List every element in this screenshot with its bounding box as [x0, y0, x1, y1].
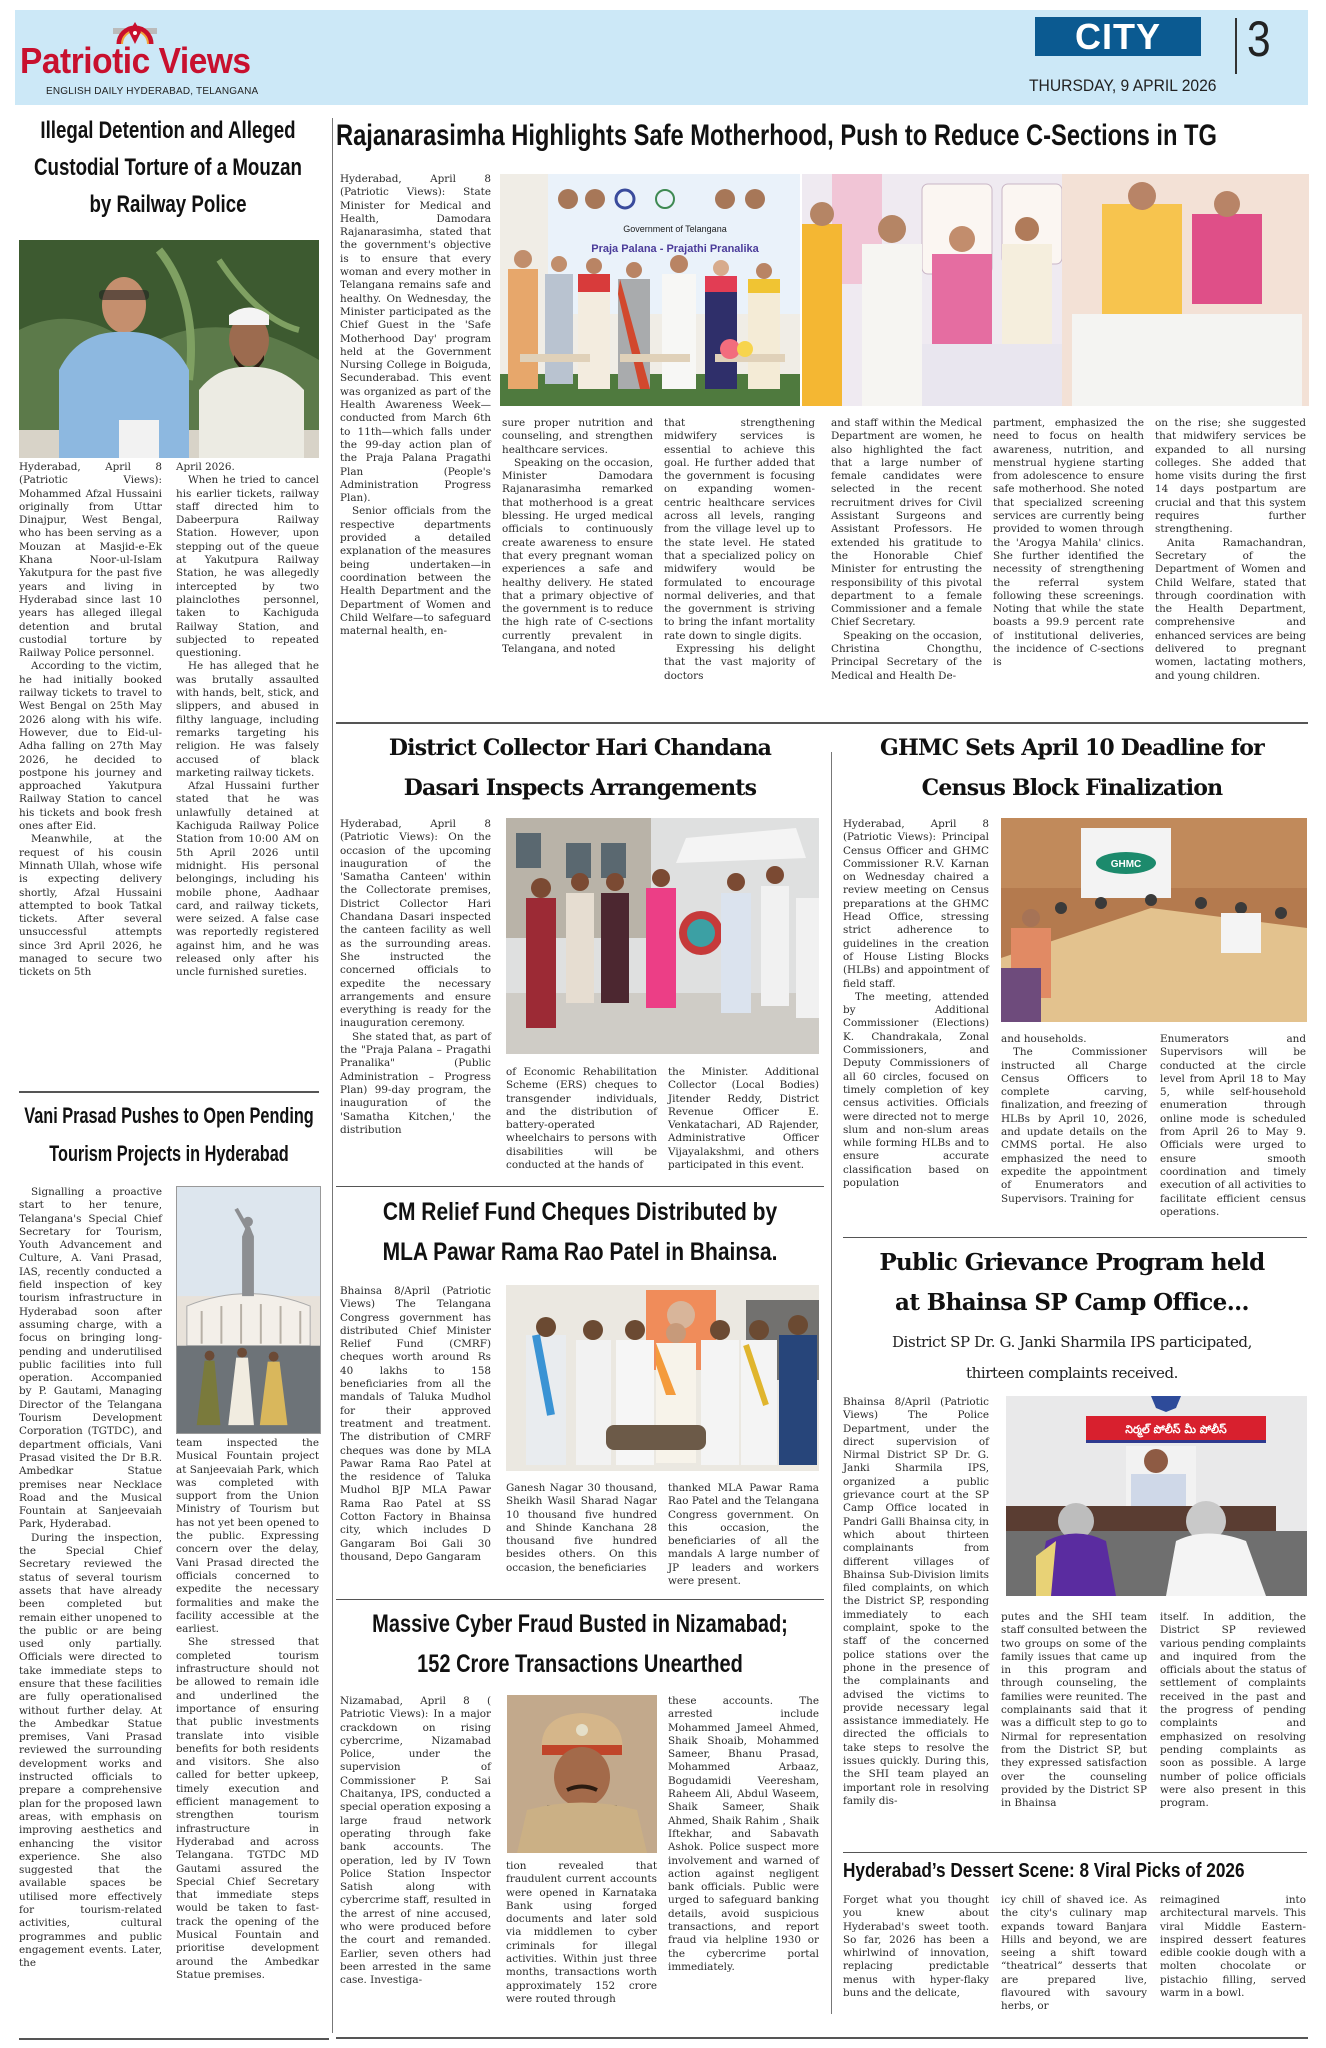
paragraph: She stated that, as part of the "Praja Palana – Pragathi Pranalika" (Public Administration – Progress Plan) 99-day program, the inauguration of the 'Samatha Kitchen,' the distribution	[340, 1030, 491, 1136]
paragraph: of Economic Rehabilitation Scheme (ERS) cheques to transgender individuals, and the distribution of battery-operated wheelchairs to persons with disabilities will be conducted at the hands of	[506, 1066, 657, 1172]
paragraph: Signalling a proactive start to her tenure, Telangana's Special Chief Secretary for Tourism, Youth Advancement and Culture, A. Vani Prasad, IAS, recently conducted a field inspection of key tourism infrastructure in Hyderabad soon after assuming charge, with a focus on bringing long-pending and underutilised public facilities into full operation. Accompanied by P. Gautami, Managing Director of the Telangana Tourism Development Corporation (TGTDC), and department officials, Vani Prasad visited the Dr B.R. Ambedkar Statue premises near Necklace Road and the Musical Fountain at Sanjeevaiah Park, Hyderabad.	[19, 1186, 162, 1531]
paragraph: Hyderabad, April 8 (Patriotic Views): Principal Census Officer and GHMC Commissioner R.V. Karnan on Wednesday chaired a review meeting on Census preparations at the GHMC Head Office, stressing strict adherence to guidelines in the creation of House Listing Blocks (HLBs) and appointment of field staff.	[843, 818, 989, 990]
dessert-body-col2	[1001, 1894, 1147, 2014]
cmrf-body-col3	[668, 1482, 819, 1588]
ghmc-headline	[836, 728, 1308, 808]
paragraph: and households.	[1001, 1033, 1087, 1045]
cyber-body-col1	[340, 1695, 491, 1988]
motherhood-body-col3	[664, 417, 815, 683]
cmrf-headline	[336, 1192, 824, 1274]
photo-banner-text: Government of Telangana	[623, 224, 727, 234]
logo-tagline: ENGLISH DAILY HYDERABAD, TELANGANA	[46, 86, 259, 97]
motherhood-body-col5	[993, 417, 1144, 670]
paragraph: that strengthening midwifery services is essential to achieve this goal. He further added that the government is focusing on expanding women-centric healthcare services across all levels, ranging from the village level up to the state level. He stated that a specialized policy on midwifery would be formulated to encourage normal deliveries, and that the government is striving to bring the infant mortality rate down to single digits.	[664, 417, 815, 642]
motherhood-headline-wrap	[336, 116, 1311, 158]
section-divider	[19, 1091, 319, 1093]
vani-body-col2	[176, 1437, 319, 1982]
paragraph: tion revealed that fraudulent current accounts were opened in Karnataka Bank using forged documents and later sold via middlemen to cyber criminals for illegal activities. Within just three months, transactions worth approximately 152 crore were routed through	[506, 1860, 657, 2005]
motherhood-body-col4	[831, 417, 982, 683]
column-rule	[831, 752, 832, 2014]
headline-line: Custodial Torture of a Mouzan	[34, 154, 302, 181]
paragraph: Anita Ramachandran, Secretary of the Department of Women and Child Welfare, stated that through coordination with the Health Department, comprehensive and enhanced services are being delivered to pregnant women, lactating mothers, and young children.	[1155, 536, 1306, 682]
paragraph: The meeting, attended by Additional Commissioner (Elections) K. Chandrakala, Zonal Commissioners, and Deputy Commissioners of all 60 circles, focused on timely completion of key census activities. Officials were directed not to merge slum and non-slum areas while forming HLBs and to ensure accurate classification based on population	[843, 990, 989, 1190]
paragraph: these accounts. The arrested include Mohammed Jameel Ahmed, Shaik Shoaib, Mohammed Sameer, Bhanu Prasad, Mohammed Arbaaz, Bogudamidi Veeresham, Raheem Ali, Abdul Waseem, Shaik Sameer, Shaik Ahmed, Shaik Rahim , Shaik Iftekhar, and Sabavath Ashok. Police suspect more involvement and warned of action against negligent bank officials. Public were urged to safeguard banking details, avoid suspicious transactions, and report fraud via helpline 1930 or the cybercrime portal immediately.	[668, 1695, 819, 1973]
paragraph: When he tried to cancel his earlier tickets, railway staff directed him to Dabeerpura Railway Station. However, upon stepping out of the queue at Yakutpura Railway Station, he was allegedly intercepted by two plainclothes personnel, taken to Kachiguda Railway Station, and subjected to repeated questioning.	[176, 474, 319, 660]
paragraph: She stressed that completed tourism infrastructure should not be allowed to remain idle and underlined the importance of ensuring that public investments translate into visible benefits for both residents and visitors. She also called for better upkeep, timely execution and efficient management to strengthen tourism infrastructure in Hyderabad and across Telangana. TGTDC MD Gautami assured the Special Chief Secretary that immediate steps would be taken to fast-track the opening of the Musical Fountain and prioritise development around the Ambedkar Statue premises.	[176, 1636, 319, 1981]
column-rule	[332, 118, 333, 2033]
paragraph: partment, emphasized the need to focus on health awareness, nutrition, and menstrual hygiene starting from adolescence to ensure safe motherhood. She noted that specialized screening services are currently being provided to women through the 'Arogya Mahila' clinics. She further identified the necessity of strengthening the referral system following these screenings. Noting that while the state boasts a 99.9 percent rate of institutional deliveries, the incidence of C-sections is	[993, 417, 1144, 669]
paragraph: putes and the SHI team staff consulted between the two groups on some of the family issues that came up in this program and through counseling, the families were reunited. The complainants said that it was a difficult step to go to Nirmal for representation from the District SP, but they expressed satisfaction over the counseling provided by the District SP in Bhainsa	[1001, 1611, 1147, 1810]
paragraph: the Minister. Additional Collector (Local Bodies) Jitender Reddy, District Revenue Officer E. Venkatachari, AD Rajender, Administrative Officer Vijayalakshmi, and others participated in this event.	[668, 1066, 819, 1172]
paragraph: The Commissioner instructed all Charge Census Officers to complete carving, finalization, and freezing of HLBs by April 10, 2026, and update details on the CMMS portal. He also emphasized the need to expedite the appointment of Enumerators and Supervisors. Training for	[1001, 1046, 1147, 1205]
headline-line: Census Block Finalization	[921, 775, 1223, 801]
subhead-line: District SP Dr. G. Janki Sharmila IPS participated,	[892, 1333, 1252, 1351]
paragraph: Enumerators and Supervisors will be conducted at the circle level from April 18 to May 5, while self-household enumeration through online mode is scheduled from April 26 to May 9. Officials were urged to ensure smooth coordination and timely execution of all activities to facilitate efficient census operations.	[1160, 1033, 1306, 1218]
headline-line: Vani Prasad Pushes to Open Pending	[24, 1103, 314, 1128]
collector-headline	[336, 728, 824, 808]
safe-motherhood-event-photo	[500, 174, 800, 406]
grievance-headline	[836, 1243, 1308, 1323]
paragraph: Speaking on the occasion, Minister Damodara Rajanarasimha remarked that motherhood is a great blessing. He urged medical officials to continuously create awareness to ensure that every pregnant woman experiences a safe and healthy delivery. He stated that a primary objective of the government is to reduce the high rate of C-sections currently prevalent in Telangana, and noted	[502, 456, 653, 656]
dessert-headline: Hyderabad’s Dessert Scene: 8 Viral Picks of 2026	[843, 1860, 1245, 1882]
grievance-body-col3	[1160, 1611, 1306, 1810]
headline-line: CM Relief Fund Cheques Distributed by	[382, 1198, 778, 1226]
paragraph: April 2026.	[176, 461, 235, 473]
cyber-headline	[336, 1604, 824, 1686]
ghmc-body-col3	[1160, 1033, 1306, 1219]
mouzan-headline	[18, 112, 318, 232]
vani-headline	[14, 1097, 324, 1177]
motherhood-body-col6	[1155, 417, 1306, 683]
paragraph: Hyderabad, April 8 (Patriotic Views): Mohammed Afzal Hussaini originally from Uttar Dinajpur, West Bengal, who has been serving as a Mouzan at Masjid-e-Ek Khana Noor-ul-Islam Yakutpura for the past five years and living in Hyderabad since last 10 years has alleged illegal detention and brutal custodial torture by Railway Police personnel.	[19, 461, 162, 660]
headline-line: 152 Crore Transactions Unearthed	[417, 1650, 743, 1678]
paragraph: Speaking on the occasion, Christina Chongthu, Principal Secretary of the Medical and Health De-	[831, 629, 982, 682]
motherhood-body-col2	[502, 417, 653, 656]
paragraph: Expressing his delight that the vast majority of doctors	[664, 643, 815, 682]
paragraph: icy chill of shaved ice. As the city's culinary map expands toward Banjara Hills and beyond, we are seeing a shift toward “theatrical” desserts that are prepared live, flavoured with savoury herbs, or	[1001, 1894, 1147, 2013]
paragraph: team inspected the Musical Fountain project at Sanjeevaiah Park, which was completed with support from the Union Ministry of Tourism but has not yet been opened to the public. Expressing concern over the delay, Vani Prasad directed the officials concerned to expedite the necessary formalities and make the facility accessible at the earliest.	[176, 1437, 319, 1636]
subhead-line: thirteen complaints received.	[965, 1364, 1179, 1382]
dessert-body-col1	[843, 1894, 989, 2000]
headline-line: Public Grievance Program held	[879, 1249, 1265, 1276]
collector-body-col1	[340, 818, 491, 1137]
photo-banner-text: Praja Palana - Prajathi Pranalika	[591, 243, 759, 255]
cmrf-body-col2	[506, 1482, 657, 1575]
paragraph: sure proper nutrition and counseling, and strengthen healthcare services.	[502, 417, 653, 456]
paragraph: According to the victim, he had initially booked railway tickets to travel to West Bengal on 25th May 2026 along with his wife. However, due to Eid-ul-Adha falling on 27th May 2026, he decided to postpone his journey and approached Yakutpura Railway Station to cancel his tickets and book fresh ones after Eid.	[19, 660, 162, 833]
masthead	[15, 10, 1308, 105]
ambedkar-statue-photo	[176, 1186, 321, 1434]
section-divider	[336, 1599, 824, 1600]
paragraph: He has alleged that he was brutally assaulted with hands, belt, stick, and slippers, and abused in filthy language, including remarks targeting his religion. He was falsely accused of black marketing railway tickets.	[176, 660, 319, 779]
paragraph: Afzal Hussaini further stated that he was unlawfully detained at Kachiguda Railway Police Station from 10:00 AM on 5th April 2026 until midnight. His personal belongings, including his mobile phone, Aadhaar card, and railway tickets, were seized. A false case was reportedly registered against him, and he was released only after his uncle furnished sureties.	[176, 780, 319, 979]
grievance-subhead	[836, 1327, 1308, 1389]
paragraph: Forget what you thought you knew about Hyderabad's sweet tooth. So far, 2026 has been a whirlwind of innovation, replacing predictable menus with hyper-flaky buns and the delicate,	[843, 1894, 989, 2000]
section-divider	[843, 1237, 1307, 1238]
cyber-body-col3	[668, 1695, 819, 1974]
ghmc-body-col1	[843, 818, 989, 1190]
paragraph: and staff within the Medical Department are women, he also highlighted the fact that a large number of female candidates were selected in the recent recruitment drives for Civil Assistant Surgeons and Assistant Professors. He extended his gratitude to the Honorable Chief Minister for entrusting the responsibility of this pivotal department to a female Commissioner and a female Chief Secretary.	[831, 417, 982, 629]
mouzan-body-col2	[176, 461, 319, 980]
police-commissioner-photo	[507, 1695, 657, 1853]
vani-body-col1	[19, 1186, 162, 1971]
headline-line: MLA Pawar Rama Rao Patel in Bhainsa.	[382, 1238, 778, 1266]
section-divider	[336, 1186, 824, 1187]
dessert-body-col3	[1160, 1894, 1306, 2000]
headline-line: Illegal Detention and Alleged	[40, 117, 296, 144]
page-bottom-rule	[336, 2037, 1308, 2039]
headline-line: Massive Cyber Fraud Busted in Nizamabad;	[372, 1610, 788, 1638]
sp-grievance-hearing-photo	[1006, 1396, 1307, 1596]
cmrf-cheque-distribution-photo	[506, 1285, 819, 1471]
paragraph: Hyderabad, April 8 (Patriotic Views): On the occasion of the upcoming inauguration of the 'Samatha Canteen' within the Collectorate premises, District Collector Hari Chandana Dasari inspected the canteen facility as well as the surrounding areas. She instructed the concerned officials to expedite the necessary arrangements and ensure everything is ready for the inauguration ceremony.	[340, 818, 491, 1030]
cmrf-body-col1	[340, 1285, 491, 1564]
issue-date: THURSDAY, 9 APRIL 2026	[1029, 76, 1217, 95]
paragraph: reimagined into architectural marvels. This viral Middle Eastern-inspired dessert features edible cookie dough with a molten chocolate or pistachio filling, served warm in a bowl.	[1160, 1894, 1306, 2000]
paragraph: Ganesh Nagar 30 thousand, Sheikh Wasil Sharad Nagar 10 thousand five hundred and Shinde Kanchana 28 thousand five hundred besides others. On this occasion, the beneficiaries	[506, 1482, 657, 1574]
headline-line: District Collector Hari Chandana	[388, 735, 772, 761]
grievance-body-col1	[843, 1396, 989, 1808]
paragraph: thanked MLA Pawar Rama Rao Patel and the Telangana Congress government. On this occasion, the beneficiaries of all the mandals A large number of JP leaders and workers were present.	[668, 1482, 819, 1588]
page-number-divider	[1235, 18, 1237, 74]
collector-body-col2	[506, 1066, 657, 1172]
headline-line: GHMC Sets April 10 Deadline for	[880, 735, 1264, 761]
paragraph: on the rise; she suggested that midwifery services be expanded to all nursing colleges. She added that home visits during the first 14 days postpartum are crucial and that this system requires further strengthening.	[1155, 417, 1306, 536]
photo-sign-text: GHMC	[1110, 859, 1142, 870]
headline-line: Tourism Projects in Hyderabad	[49, 1141, 289, 1166]
collector-inspection-photo	[506, 818, 819, 1054]
mouzan-body-col1	[19, 461, 162, 980]
health-stall-photo	[802, 174, 1309, 406]
paragraph: Bhainsa 8/April (Patriotic Views) The Police Department, under the direct supervision of Nirmal District SP Dr. G. Janki Sharmila IPS, organized a public grievance court at the SP Camp Office located in Pandri Galli Bhainsa city, in which about thirteen complainants from different villages of Bhainsa Sub-Division limits filed complaints, on which the District SP, responding immediately to each complaint, spoke to the staff of the concerned police stations over the phone in the presence of the complainants and advised the victims to provide necessary legal assistance immediately. He directed the officials to take steps to resolve the issues quickly. During this, the SHI team played an important role in resolving family dis-	[843, 1396, 989, 1807]
paragraph: Senior officials from the respective departments provided a detailed explanation of the measures being undertaken—in coordination between the Health Department and the Department of Women and Child Welfare—to safeguard maternal health, en-	[340, 505, 491, 638]
paragraph: Meanwhile, at the request of his cousin Minnath Ullah, whose wife is expecting delivery shortly, Afzal Hussaini attempted to book Tatkal tickets. After several unsuccessful attempts since 3rd April 2026, he managed to secure two tickets on 5th	[19, 833, 162, 979]
two-men-standing-photo	[19, 240, 319, 458]
photo-banner-text: నిర్మల్ పోలీస్ మీ పోలీస్	[1125, 1423, 1227, 1436]
section-label: CITY	[1035, 17, 1201, 56]
headline-line: Dasari Inspects Arrangements	[403, 775, 757, 801]
dessert-headline-wrap	[843, 1857, 1309, 1887]
page-number: 3	[1247, 11, 1271, 67]
paragraph: Bhainsa 8/April (Patriotic Views) The Telangana Congress government has distributed Chief Minister Relief Fund (CMRF) cheques worth around Rs 40 lakhs to 158 beneficiaries from all the mandals of Taluka Mudhol for their approved treatment and treatment. The distribution of CMRF cheques was done by MLA Pawar Rama Rao Patel at the residence of Taluka Mudhol BJP MLA Pawar Rama Rao Patel at SS Cotton Factory in Bhainsa city, which includes D Gangaram Boi Gali 30 thousand, Depo Gangaram	[340, 1285, 491, 1563]
headline-line: by Railway Police	[89, 191, 247, 218]
logo-wordmark: Patriotic Views	[20, 40, 251, 81]
ghmc-body-col2	[1001, 1033, 1147, 1206]
paragraph: Hyderabad, April 8 (Patriotic Views): State Minister for Medical and Health, Damodara Rajanarasimha, stated that the government's objective is to ensure that every woman and every mother in Telangana remains safe and healthy. On Wednesday, the Minister participated as the Chief Guest in the 'Safe Motherhood Day' program held at the Government Nursing College in Boiguda, Secunderabad. This event was organized as part of the Health Awareness Week—conducted from March 6th to 11th—which falls under the 99-day action plan of the Praja Palana Pragathi Plan (People's Administration Progress Plan).	[340, 173, 491, 505]
paragraph: itself. In addition, the District SP reviewed various pending complaints and inquired from the officials about the status of settlement of complaints received in the past and the progress of pending complaints and emphasized on resolving pending complaints as soon as possible. A large number of police officials were also present in this program.	[1160, 1611, 1306, 1810]
paragraph: Nizamabad, April 8 ( Patriotic Views): In a major crackdown on rising cybercrime, Nizamabad Police, under the supervision of Commissioner P. Sai Chaitanya, IPS, conducted a special operation exposing a large fraud network operating through fake bank accounts. The operation, led by IV Town Police Station Inspector Satish along with cybercrime staff, resulted in the arrest of nine accused, who were produced before the court and remanded. Earlier, seven others had been arrested in the same case. Investiga-	[340, 1695, 491, 1987]
section-divider	[19, 2038, 329, 2040]
motherhood-body-col1	[340, 173, 491, 638]
section-divider	[336, 722, 1308, 724]
paragraph: During the inspection, the Special Chief Secretary reviewed the status of several tourism assets that have already been completed but remain either unopened to the public or are being used only partially. Officials were directed to take immediate steps to ensure that these facilities are fully operationalised without further delay. At the Ambedkar Statue premises, Vani Prasad reviewed the surrounding development works and instructed officials to prepare a comprehensive plan for the proposed lawn areas, with emphasis on improving aesthetics and enhancing the visitor experience. She also suggested that the available spaces be utilised more effectively for tourism-related activities, cultural programmes and public engagement events. Later, the	[19, 1531, 162, 1970]
ghmc-meeting-photo	[1001, 818, 1307, 1022]
headline-line: at Bhainsa SP Camp Office...	[895, 1289, 1249, 1316]
section-divider	[843, 1852, 1307, 1853]
collector-body-col3	[668, 1066, 819, 1172]
grievance-body-col2	[1001, 1611, 1147, 1810]
cyber-body-col2	[506, 1860, 657, 2006]
motherhood-headline: Rajanarasimha Highlights Safe Motherhood, Push to Reduce C-Sections in TG	[336, 119, 1217, 152]
